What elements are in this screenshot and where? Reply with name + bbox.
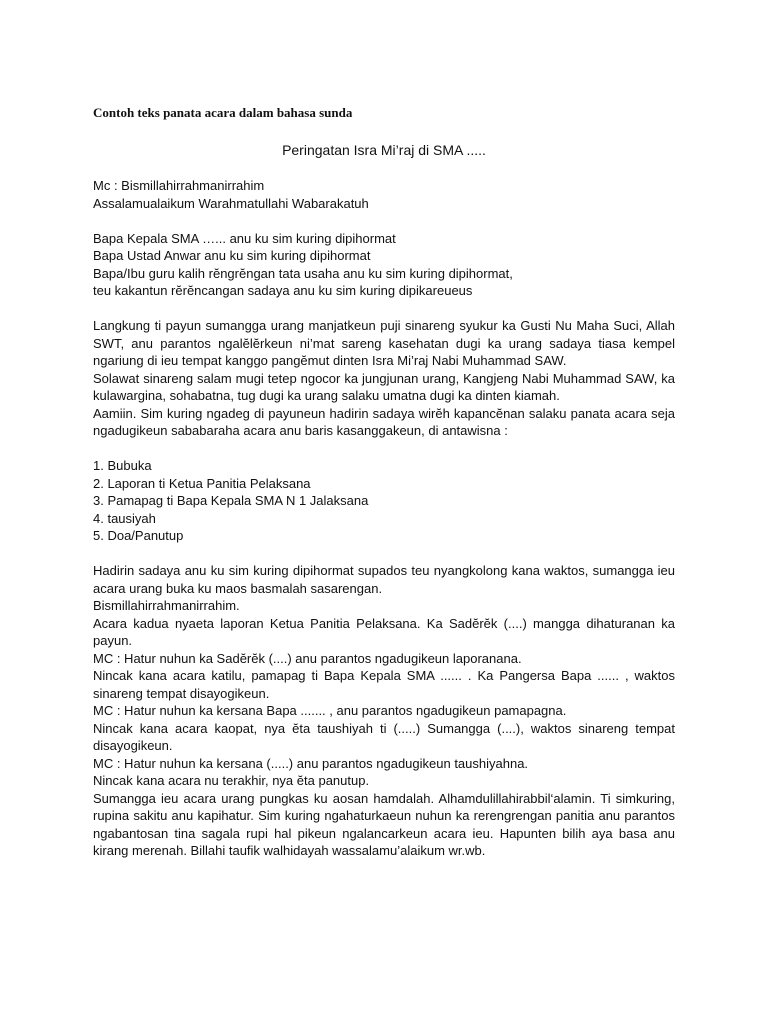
document-page: [93, 104, 675, 877]
agenda-item: 5. Doa/Panutup: [93, 528, 184, 543]
closing-paragraph: Nincak kana acara katilu, pamapag ti Bapa Kepala SMA ...... . Ka Pangersa Bapa ...... , waktos sinareng tempat disayogikeun.: [93, 668, 675, 701]
closing-paragraph: Acara kadua nyaeta laporan Ketua Panitia Pelaksana. Ka Sadĕrĕk (....) mangga dihaturanan ka payun.: [93, 615, 675, 648]
closing-paragraph: MC : Hatur nuhun ka Sadĕrĕk (....) anu parantos ngadugikeun laporanana.: [93, 650, 522, 666]
agenda-list: [93, 457, 675, 545]
greeting-line: Bapa Kepala SMA …... anu ku sim kuring dipihormat: [93, 230, 396, 246]
greetings-section: [93, 230, 675, 300]
closing-paragraph: MC : Hatur nuhun ka kersana Bapa ....... , anu parantos ngadugikeun pamapagna.: [93, 703, 567, 718]
closing-section: [93, 562, 675, 860]
agenda-item: 4. tausiyah: [93, 510, 156, 526]
opening-section: [93, 177, 675, 212]
closing-paragraph: Nincak kana acara nu terakhir, nya ĕta panutup.: [93, 773, 370, 788]
intro-paragraph: Aamiin. Sim kuring ngadeg di payuneun hadirin sadaya wirĕh kapancĕnan salaku panata acara seja ngadugikeun sababaraha acara anu baris kasanggakeun, di antawisna :: [93, 405, 675, 438]
opening-line: Mc : Bismillahirrahmanirrahim: [93, 178, 265, 193]
agenda-item: 1. Bubuka: [93, 458, 152, 473]
greeting-line: Bapa/Ibu guru kalih rĕngrĕngan tata usaha anu ku sim kuring dipihormat,: [93, 265, 513, 281]
closing-paragraph: MC : Hatur nuhun ka kersana (.....) anu parantos ngadugikeun taushiyahna.: [93, 755, 529, 771]
opening-line: Assalamualaikum Warahmatullahi Wabarakatuh: [93, 195, 369, 211]
closing-paragraph: Sumangga ieu acara urang pungkas ku aosan hamdalah. Alhamdulillahirabbil‘alamin. Ti simkuring, rupina sakitu anu kapihatur. Sim kuring ngahaturkaeun nuhun ka rerengrengan panitia anu parantos ngabantosan tina sagala rupi hal pikeun ngalancarkeun acara ieu. Hapunten bilih aya basa anu kirang merenah. Billahi taufik walhidayah wassalamu’alaikum wr.wb.: [93, 790, 675, 858]
greeting-line: teu kakantun rĕrĕncangan sadaya anu ku sim kuring dipikareueus: [93, 283, 473, 298]
document-title: Peringatan Isra Mi’raj di SMA .....: [282, 142, 486, 158]
greeting-line: Bapa Ustad Anwar anu ku sim kuring dipihormat: [93, 248, 371, 263]
document-heading: Contoh teks panata acara dalam bahasa sunda: [93, 105, 353, 120]
intro-paragraph: Solawat sinareng salam mugi tetep ngocor ka jungjunan urang, Kangjeng Nabi Muhammad SAW, ka kulawargina, sohabatna, tug dugi ka urang salaku umatna dugi ka dinten kiamah.: [93, 370, 675, 403]
closing-paragraph: Nincak kana acara kaopat, nya ĕta taushiyah ti (.....) Sumangga (....), waktos sinareng tempat disayogikeun.: [93, 720, 675, 753]
agenda-item: 3. Pamapag ti Bapa Kepala SMA N 1 Jalaksana: [93, 493, 369, 508]
closing-paragraph: Hadirin sadaya anu ku sim kuring dipihormat supados teu nyangkolong kana waktos, sumangga ieu acara urang buka ku maos basmalah sasarengan.: [93, 563, 675, 596]
agenda-item: 2. Laporan ti Ketua Panitia Pelaksana: [93, 475, 311, 491]
intro-paragraph: Langkung ti payun sumangga urang manjatkeun puji sinareng syukur ka Gusti Nu Maha Suci, Allah SWT, anu parantos ngalĕlĕrkeun ni’mat sareng kasehatan dugi ka urang sadaya tiasa kempel ngariung di ieu tempat kanggo pangĕmut dinten Isra Mi’raj Nabi Muhammad SAW.: [93, 318, 675, 368]
intro-section: [93, 317, 675, 440]
closing-paragraph: Bismillahirrahmanirrahim.: [93, 598, 240, 613]
